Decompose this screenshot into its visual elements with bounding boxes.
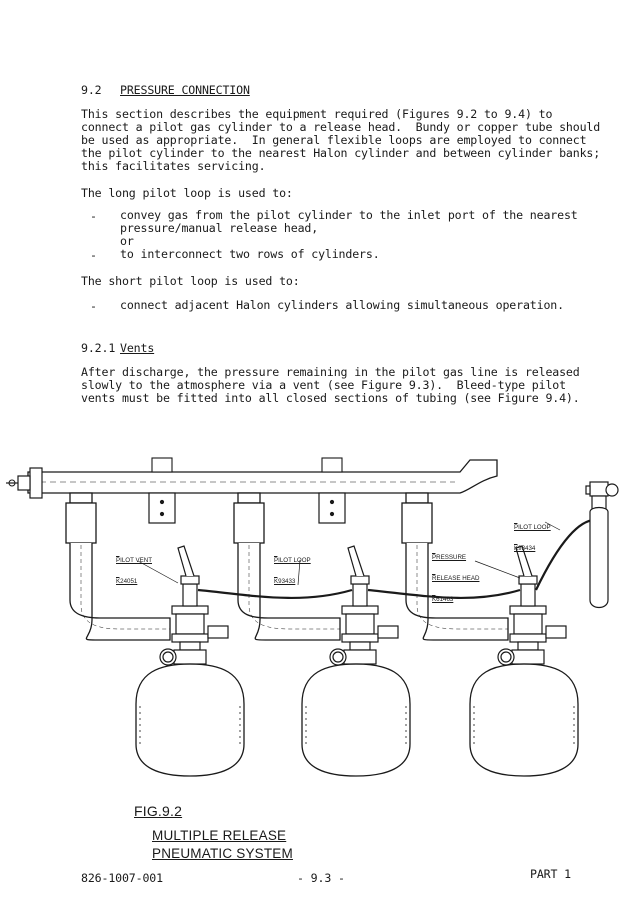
text-line: this facilitates servicing.: [81, 159, 266, 173]
label-line: K61463: [432, 596, 454, 603]
figure-number: FIG.9.2: [134, 803, 183, 819]
section-title: PRESSURE CONNECTION: [120, 83, 250, 97]
text-line: This section describes the equipment required (Figures 9.2 to 9.4) to: [81, 107, 553, 121]
figure-caption-line: PNEUMATIC SYSTEM: [152, 846, 293, 861]
subsection-title: Vents: [120, 341, 155, 355]
part-label: PART 1: [530, 867, 571, 881]
label-line: PILOT LOOP: [274, 557, 311, 564]
label-line: RELEASE HEAD: [432, 575, 480, 582]
short-loop-heading: The short pilot loop is used to:: [81, 274, 300, 288]
pilot-vent-label: [116, 543, 152, 592]
subsection-number: 9.2.1: [81, 341, 116, 355]
label-line: PRESSURE: [432, 554, 467, 561]
text-line: connect a pilot gas cylinder to a release head. Bundy or copper tube should: [81, 120, 601, 134]
section-number: 9.2: [81, 83, 102, 97]
label-line: K93434: [514, 545, 536, 552]
figure-caption-line: MULTIPLE RELEASE: [152, 828, 287, 843]
list-bullet: -: [90, 248, 97, 262]
document-number: 826-1007-001: [81, 871, 163, 885]
list-item-line: pressure/manual release head,: [120, 221, 319, 235]
list-bullet: -: [90, 209, 97, 223]
list-item-line: or: [120, 234, 134, 248]
list-bullet: -: [90, 299, 97, 313]
text-line: slowly to the atmosphere via a vent (see Figure 9.3). Bleed-type pilot: [81, 378, 566, 392]
pilot-loop-label: [274, 543, 311, 592]
text-line: the pilot cylinder to the nearest Halon cylinder and between cylinder banks;: [81, 146, 601, 160]
long-loop-heading: The long pilot loop is used to:: [81, 186, 293, 200]
list-item-line: to interconnect two rows of cylinders.: [120, 247, 380, 261]
text-line: vents must be fitted into all closed sections of tubing (see Figure 9.4).: [81, 391, 580, 405]
page-number: - 9.3 -: [297, 871, 345, 885]
pressure-release-head-label: [432, 540, 479, 610]
label-line: K24051: [116, 578, 138, 585]
label-line: PILOT LOOP: [514, 524, 551, 531]
label-line: PILOT VENT: [116, 557, 152, 564]
text-line: be used as appropriate. In general flexible loops are employed to connect: [81, 133, 587, 147]
list-item-line: connect adjacent Halon cylinders allowing simultaneous operation.: [120, 298, 564, 312]
text-line: After discharge, the pressure remaining in the pilot gas line is released: [81, 365, 580, 379]
label-line: K93433: [274, 578, 296, 585]
pilot-loop-right-label: [514, 510, 551, 559]
list-item-line: convey gas from the pilot cylinder to the inlet port of the nearest: [120, 208, 578, 222]
